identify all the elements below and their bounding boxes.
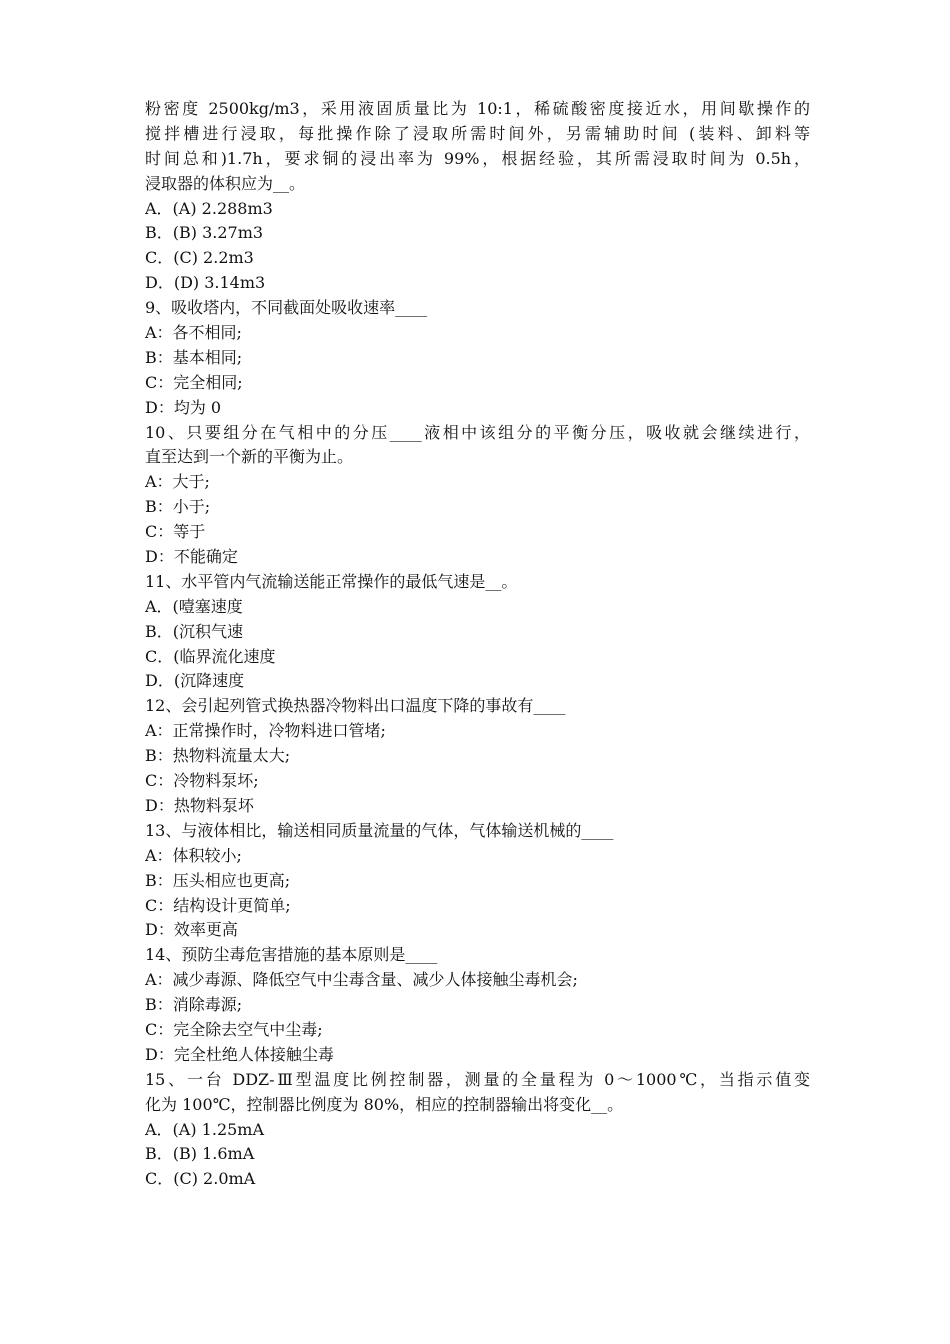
text-line: A：各不相同;	[145, 323, 242, 343]
text-line: C：结构设计更简单;	[145, 895, 291, 915]
text-line: A：正常操作时，冷物料进口管堵;	[145, 721, 386, 741]
text-line: A：体积较小;	[145, 845, 242, 865]
text-line: A：减少毒源、降低空气中尘毒含量、减少人体接触尘毒机会;	[145, 970, 578, 990]
text-line: A：大于;	[145, 472, 210, 492]
text-line: 11、水平管内气流输送能正常操作的最低气速是__。	[145, 571, 518, 591]
text-line: C：完全相同;	[145, 372, 243, 392]
text-line: A．(A) 2.288m3	[145, 198, 273, 218]
text-line: B：消除毒源;	[145, 995, 243, 1015]
text-line: D．(沉降速度	[145, 671, 245, 691]
text-line: D：不能确定	[145, 547, 238, 567]
text-line: B．(B) 3.27m3	[145, 223, 264, 243]
text-line: 直至达到一个新的平衡为止。	[145, 447, 354, 467]
text-line: D．(D) 3.14m3	[145, 273, 266, 293]
text-line: 15、一台 DDZ-Ⅲ型温度比例控制器，测量的全量程为 0～1000℃，当指示值变	[145, 1069, 810, 1089]
text-line: 搅拌槽进行浸取，每批操作除了浸取所需时间外，另需辅助时间 (装料、卸料等	[145, 123, 810, 143]
text-line: B．(B) 1.6mA	[145, 1144, 255, 1164]
text-line: 浸取器的体积应为__。	[145, 173, 306, 193]
text-line: B：压头相应也更高;	[145, 870, 291, 890]
text-line: C：冷物料泵坏;	[145, 771, 259, 791]
text-line: C．(临界流化速度	[145, 646, 276, 666]
text-line: 10、只要组分在气相中的分压____液相中该组分的平衡分压，吸收就会继续进行，	[145, 422, 810, 442]
text-line: 12、会引起列管式换热器冷物料出口温度下降的事故有____	[145, 696, 566, 716]
text-line: 时间总和)1.7h，要求铜的浸出率为 99%，根据经验，其所需浸取时间为 0.5h，	[145, 148, 810, 168]
text-line: 14、预防尘毒危害措施的基本原则是____	[145, 945, 438, 965]
text-line: C．(C) 2.2m3	[145, 248, 254, 268]
text-line: B．(沉积气速	[145, 621, 244, 641]
text-line: C．(C) 2.0mA	[145, 1169, 256, 1189]
text-line: D：均为 0	[145, 397, 222, 417]
text-line: 9、吸收塔内，不同截面处吸收速率____	[145, 298, 428, 318]
text-line: C：等于	[145, 522, 206, 542]
text-line: C：完全除去空气中尘毒;	[145, 1019, 323, 1039]
text-line: 粉密度 2500kg/m3，采用液固质量比为 10:1，稀硫酸密度接近水，用间歇操作的	[145, 99, 810, 118]
text-line: 13、与液体相比，输送相同质量流量的气体，气体输送机械的____	[145, 820, 614, 840]
text-line: A．(A) 1.25mA	[145, 1119, 265, 1139]
text-line: 化为 100℃，控制器比例度为 80%，相应的控制器输出将变化__。	[145, 1094, 624, 1114]
text-line: D：效率更高	[145, 920, 238, 940]
text-line: B：小于;	[145, 497, 211, 517]
document-body	[145, 97, 810, 1192]
text-line: B：热物料流量太大;	[145, 746, 291, 766]
text-line: A．(噎塞速度	[145, 596, 243, 616]
text-line: D：热物料泵坏	[145, 795, 254, 815]
text-line: D：完全杜绝人体接触尘毒	[145, 1044, 334, 1064]
text-line: B：基本相同;	[145, 347, 243, 367]
